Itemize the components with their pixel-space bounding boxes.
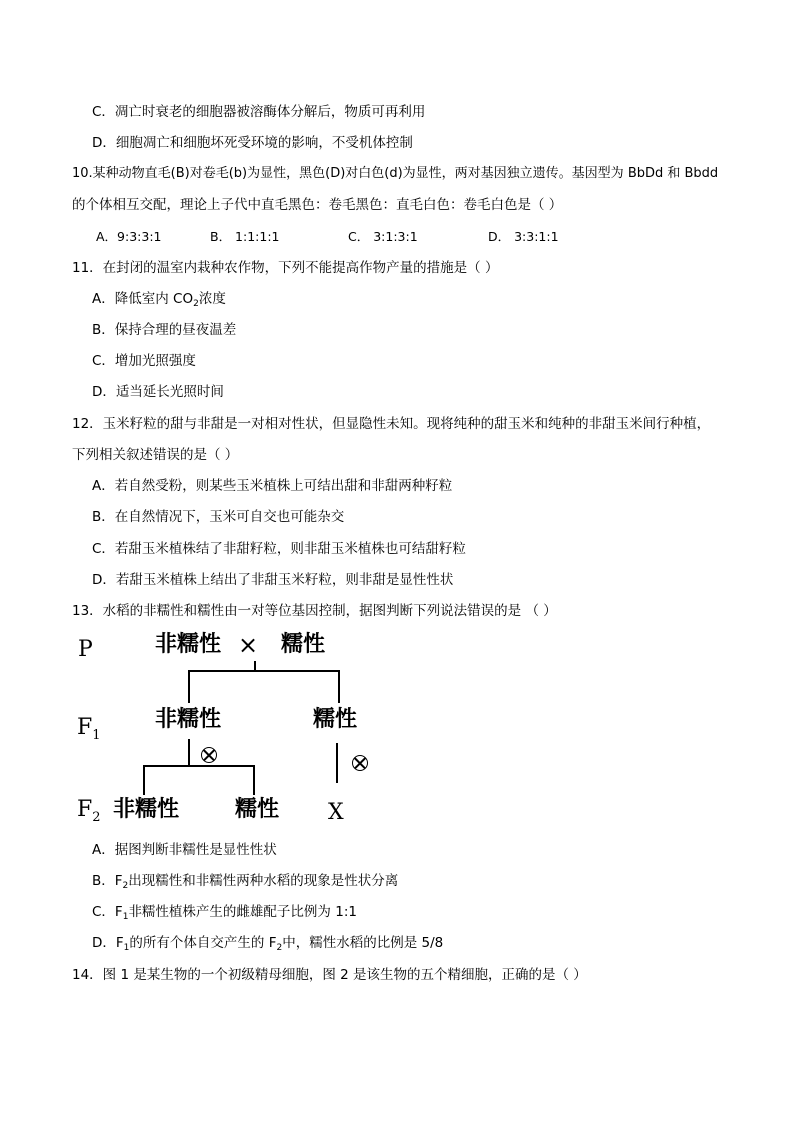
q11-option-a: A．降低室内 $CO_2$浓度 <box>92 291 226 309</box>
f1-left-stem <box>188 739 190 766</box>
q14-stem: 14．图 1 是某生物的一个初级精母细胞，图 2 是该生物的五个精细胞，正确的是（ ） <box>72 967 587 983</box>
f1-right-stem <box>336 743 338 783</box>
q9-option-c: C．凋亡时衰老的细胞器被溶酶体分解后，物质可再利用 <box>92 104 426 120</box>
q9-option-d: D．细胞凋亡和细胞坏死受环境的影响，不受机体控制 <box>92 135 413 151</box>
p-branch-right <box>338 670 340 703</box>
f1-branch-bar <box>143 765 255 767</box>
q10-option-b: B． 1:1:1:1 <box>210 229 280 244</box>
f1-glutinous: 糯性 <box>313 707 358 732</box>
q10-stem-line1: 10.某种动物直毛(B)对卷毛(b)为显性，黑色(D)对白色(d)为显性，两对基因独立遗传。基因型为 BbDd 和 Bbdd <box>72 166 719 181</box>
p-parent-left: 非糯性 <box>155 632 222 657</box>
q11-option-c: C．增加光照强度 <box>92 353 196 369</box>
q13-option-d: D．$F_1$的所有个体自交产生的 $F_2$中，糯性水稻的比例是 5/8 <box>92 935 444 953</box>
q10-option-a: A．9:3:3:1 <box>96 229 162 244</box>
f2-unknown-x: X <box>328 800 344 825</box>
q12-option-c: C．若甜玉米植株结了非甜籽粒，则非甜玉米植株也可结甜籽粒 <box>92 541 466 557</box>
q10-option-d: D． 3:3:1:1 <box>488 229 559 244</box>
q12-option-b: B．在自然情况下，玉米可自交也可能杂交 <box>92 509 345 525</box>
q11-stem: 11．在封闭的温室内栽种农作物，下列不能提高作物产量的措施是（ ） <box>72 260 499 276</box>
q12-stem-line1: 12．玉米籽粒的甜与非甜是一对相对性状，但显隐性未知。现将纯种的甜玉米和纯种的非甜玉米间行种植， <box>72 416 711 432</box>
q10-option-c: C． 3:1:3:1 <box>348 229 418 244</box>
f2-glutinous: 糯性 <box>235 797 280 822</box>
p-branch-bar <box>188 670 340 672</box>
q13-option-c: C．$F_1$非糯性植株产生的雌雄配子比例为 1:1 <box>92 904 357 922</box>
q13-option-b: B．$F_2$出现糯性和非糯性两种水稻的现象是性状分离 <box>92 873 399 891</box>
q12-stem-line2: 下列相关叙述错误的是（ ） <box>72 447 239 463</box>
generation-p-label: P <box>78 637 93 662</box>
q12-option-d: D．若甜玉米植株上结出了非甜玉米籽粒，则非甜是显性性状 <box>92 572 454 588</box>
selfing-symbol-left <box>201 747 217 763</box>
p-parent-right: 糯性 <box>281 632 326 657</box>
q13-stem: 13．水稻的非糯性和糯性由一对等位基因控制，据图判断下列说法错误的是 （ ） <box>72 603 557 619</box>
f1-branch-right <box>253 765 255 795</box>
f1-non-glutinous: 非糯性 <box>155 707 222 732</box>
q12-option-a: A．若自然受粉，则某些玉米植株上可结出甜和非甜两种籽粒 <box>92 478 453 494</box>
f2-non-glutinous: 非糯性 <box>113 797 180 822</box>
q10-stem-line2: 的个体相互交配，理论上子代中直毛黑色：卷毛黑色：直毛白色：卷毛白色是（ ） <box>72 197 563 213</box>
generation-f2-label: $F_2$ <box>77 797 101 825</box>
f1-branch-left <box>143 765 145 795</box>
q11-option-b: B．保持合理的昼夜温差 <box>92 322 237 338</box>
q13-option-a: A．据图判断非糯性是显性性状 <box>92 842 277 858</box>
cross-symbol: × <box>238 631 259 659</box>
p-branch-left <box>188 670 190 703</box>
selfing-symbol-right <box>352 755 368 771</box>
q11-option-d: D．适当延长光照时间 <box>92 384 224 400</box>
p-cross-stem <box>254 661 256 670</box>
generation-f1-label: $F_1$ <box>77 715 101 743</box>
